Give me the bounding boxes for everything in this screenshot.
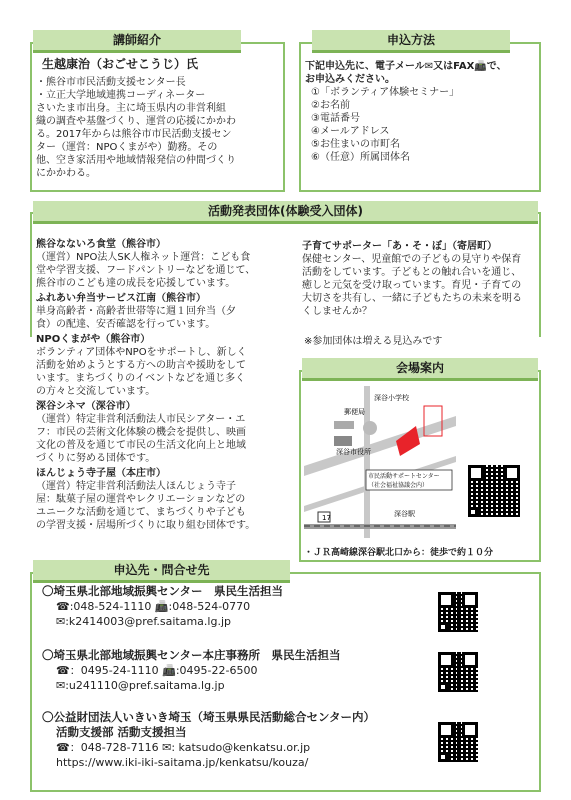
lecturer-content [36,56,282,180]
lecturer-name: 生越康治（おごせこうじ）氏 [42,57,199,71]
groups-left [36,238,286,534]
contact-1 [42,584,283,629]
group-right [302,240,542,318]
contact-2-qr-code[interactable] [438,652,478,692]
contact-2-mail[interactable]: ✉:u241110@pref.saitama.lg.jp [56,679,225,692]
center-label-1: 市民活動サポートセンター [368,473,440,480]
apply-intro-2: お申込みください。 [305,74,395,85]
group-desc-line: の方々と交流しています。 [36,386,156,397]
cityhall-label: 深谷市役所 [336,448,371,456]
venue-tab: 会場案内 [302,358,538,381]
contact-3 [42,710,375,770]
apply-tab: 申込方法 [312,30,510,53]
contacts-tab: 申込先・問合せ先 [33,560,290,583]
lecturer-bio-line: さいたま市出身。主に埼玉県内の非営利組 [36,103,226,114]
group-desc-line: フ：市民の芸術文化体験の機会を提供し、映画 [36,427,246,438]
group-item [36,333,286,398]
group-desc-line: 屋：駄菓子屋の運営やレクリエーションなどの [36,494,246,505]
group-desc-line: （運営）特定非営利活動法人市民シアター・エ [36,414,246,425]
contact-2 [42,648,341,693]
group-desc-line: 熊谷市のこども達の成長を応援しています。 [36,278,236,289]
contact-2-org: 〇埼玉県北部地域振興センター本庄事務所 県民生活担当 [42,648,341,662]
group-item [36,467,286,532]
group-desc-line: 文化の普及を通じて市民の生活文化向上と地域 [36,440,246,451]
contact-3-tel: ☎：048-728-7116 ✉: katsudo@kenkatsu.or.jp [56,741,311,754]
group-desc-line: 活動を始めようとする方への助言や援助をして [36,360,246,371]
apply-item-line: ③電話番号 [311,113,360,124]
group-right-desc-line: くしませんか？ [302,306,372,317]
contact-1-mail[interactable]: ✉:k2414003@pref.saitama.lg.jp [56,615,231,628]
group-desc [36,480,286,532]
group-right-desc-line: 活動をしています。子どもとの触れ合いを通じ、 [302,267,522,278]
lecturer-bio [36,76,282,180]
post-office-label: 郵便局 [344,408,365,416]
group-desc-line: 堂や学習支援、フードパントリーなどを通じて、 [36,265,256,276]
group-right-desc [302,253,542,318]
group-desc [36,251,286,290]
group-desc-line: います。まちづくりのイベントなどを通じ多く [36,373,246,384]
venue-qr-code[interactable] [468,465,520,517]
group-desc-line: ユニークな活動を通じて、まちづくりや子ども [36,507,246,518]
group-right-desc-line: 大切さを共有し、一緒に子どもたちの未来を明る [302,293,522,304]
contact-3-sub: 活動支援部 活動支援担当 [56,725,187,739]
group-desc-line: （運営）NPO法人SK人権ネット運営：こども食 [36,252,251,263]
lecturer-bio-line: 他、空き家活用や地域情報発信の仲間づくり [36,155,236,166]
station-label: 深谷駅 [394,510,415,518]
groups-note: ※参加団体は増える見込みです [304,336,443,347]
group-desc [36,413,286,465]
group-name: ふれあい弁当サービス江南（熊谷市） [36,293,206,304]
group-desc [36,305,286,331]
apply-item-line: ①「ボランティア体験セミナー」 [311,87,460,98]
group-item [36,238,286,290]
group-name: NPOくまがや（熊谷市） [36,334,151,345]
route-label: 17 [322,514,331,522]
groups-tab: 活動発表団体(体験受入団体) [33,201,538,224]
apply-content [305,60,540,164]
contact-1-org: 〇埼玉県北部地域振興センター 県民生活担当 [42,584,284,598]
apply-item-line: ④メールアドレス [311,126,390,137]
lecturer-bio-line: 織の調査や基盤づくり、運営の応援にかかわ [36,116,236,127]
contact-3-org: 〇公益財団法人いきいき埼玉（埼玉県県民活動総合センター内） [42,710,376,724]
group-desc-line: ボランティア団体やNPOをサポートし、新しく [36,347,247,358]
group-name: 熊谷なないろ食堂（熊谷市） [36,239,166,250]
group-right-name: 子育てサポーター「あ・そ・ぼ」（寄居町） [302,241,497,252]
contact-1-qr-code[interactable] [438,592,478,632]
lecturer-bio-line: ター（運営：NPOくまがや）勤務。その [36,142,218,153]
apply-item-line: ②お名前 [311,100,350,111]
lecturer-bio-line: ・熊谷市市民活動支援センター長 [36,77,186,88]
group-name: 深谷シネマ（深谷市） [36,401,136,412]
lecturer-bio-line: ・立正大学地域連携コーディネーター [36,90,206,101]
contact-3-qr-code[interactable] [438,722,478,762]
apply-item-line: ⑥（任意）所属団体名 [311,152,410,163]
group-desc [36,346,286,398]
lecturer-tab: 講師紹介 [33,30,241,53]
contact-1-tel: ☎:048-524-1110 📠:048-524-0770 [56,600,251,613]
venue-map[interactable] [304,386,456,538]
apply-items [311,86,540,164]
contact-3-url[interactable]: https://www.iki-iki-saitama.jp/kenkatsu/kouza/ [56,756,309,769]
group-desc-line: （運営）特定非営利活動法人ほんじょう寺子 [36,481,236,492]
map-svg [304,386,456,538]
center-label-2: （社会福祉協議会内） [368,482,429,489]
group-desc-line: づくりに努める団体です。 [36,453,156,464]
lecturer-bio-line: る。2017年からは熊谷市市民活動支援セン [36,129,232,140]
group-right-desc-line: 癒しと元気を受け取っています。育児・子育ての [302,280,522,291]
group-desc-line: 食）の配達、安否確認を行っています。 [36,319,216,330]
group-item [36,292,286,331]
apply-item-line: ⑤お住まいの市町名 [311,139,400,150]
group-right-desc-line: 保健センター、児童館での子どもの見守りや保育 [302,254,522,265]
venue-access: ・ＪＲ高崎線深谷駅北口から：徒歩で約１０分 [304,548,494,558]
apply-intro-1: 下記申込先に、電子メール✉又はFAX📠で、 [305,61,507,72]
group-desc-line: 単身高齢者・高齢者世帯等に週１回弁当（夕 [36,306,236,317]
lecturer-bio-line: にかかわる。 [36,168,96,179]
group-name: ほんじょう寺子屋（本庄市） [36,468,166,479]
group-desc-line: の学習支援・居場所づくりに取り組む団体です。 [36,520,256,531]
group-item [36,400,286,465]
contact-2-tel: ☎：0495-24-1110 📠:0495-22-6500 [56,664,258,677]
school-label: 深谷小学校 [374,394,409,402]
